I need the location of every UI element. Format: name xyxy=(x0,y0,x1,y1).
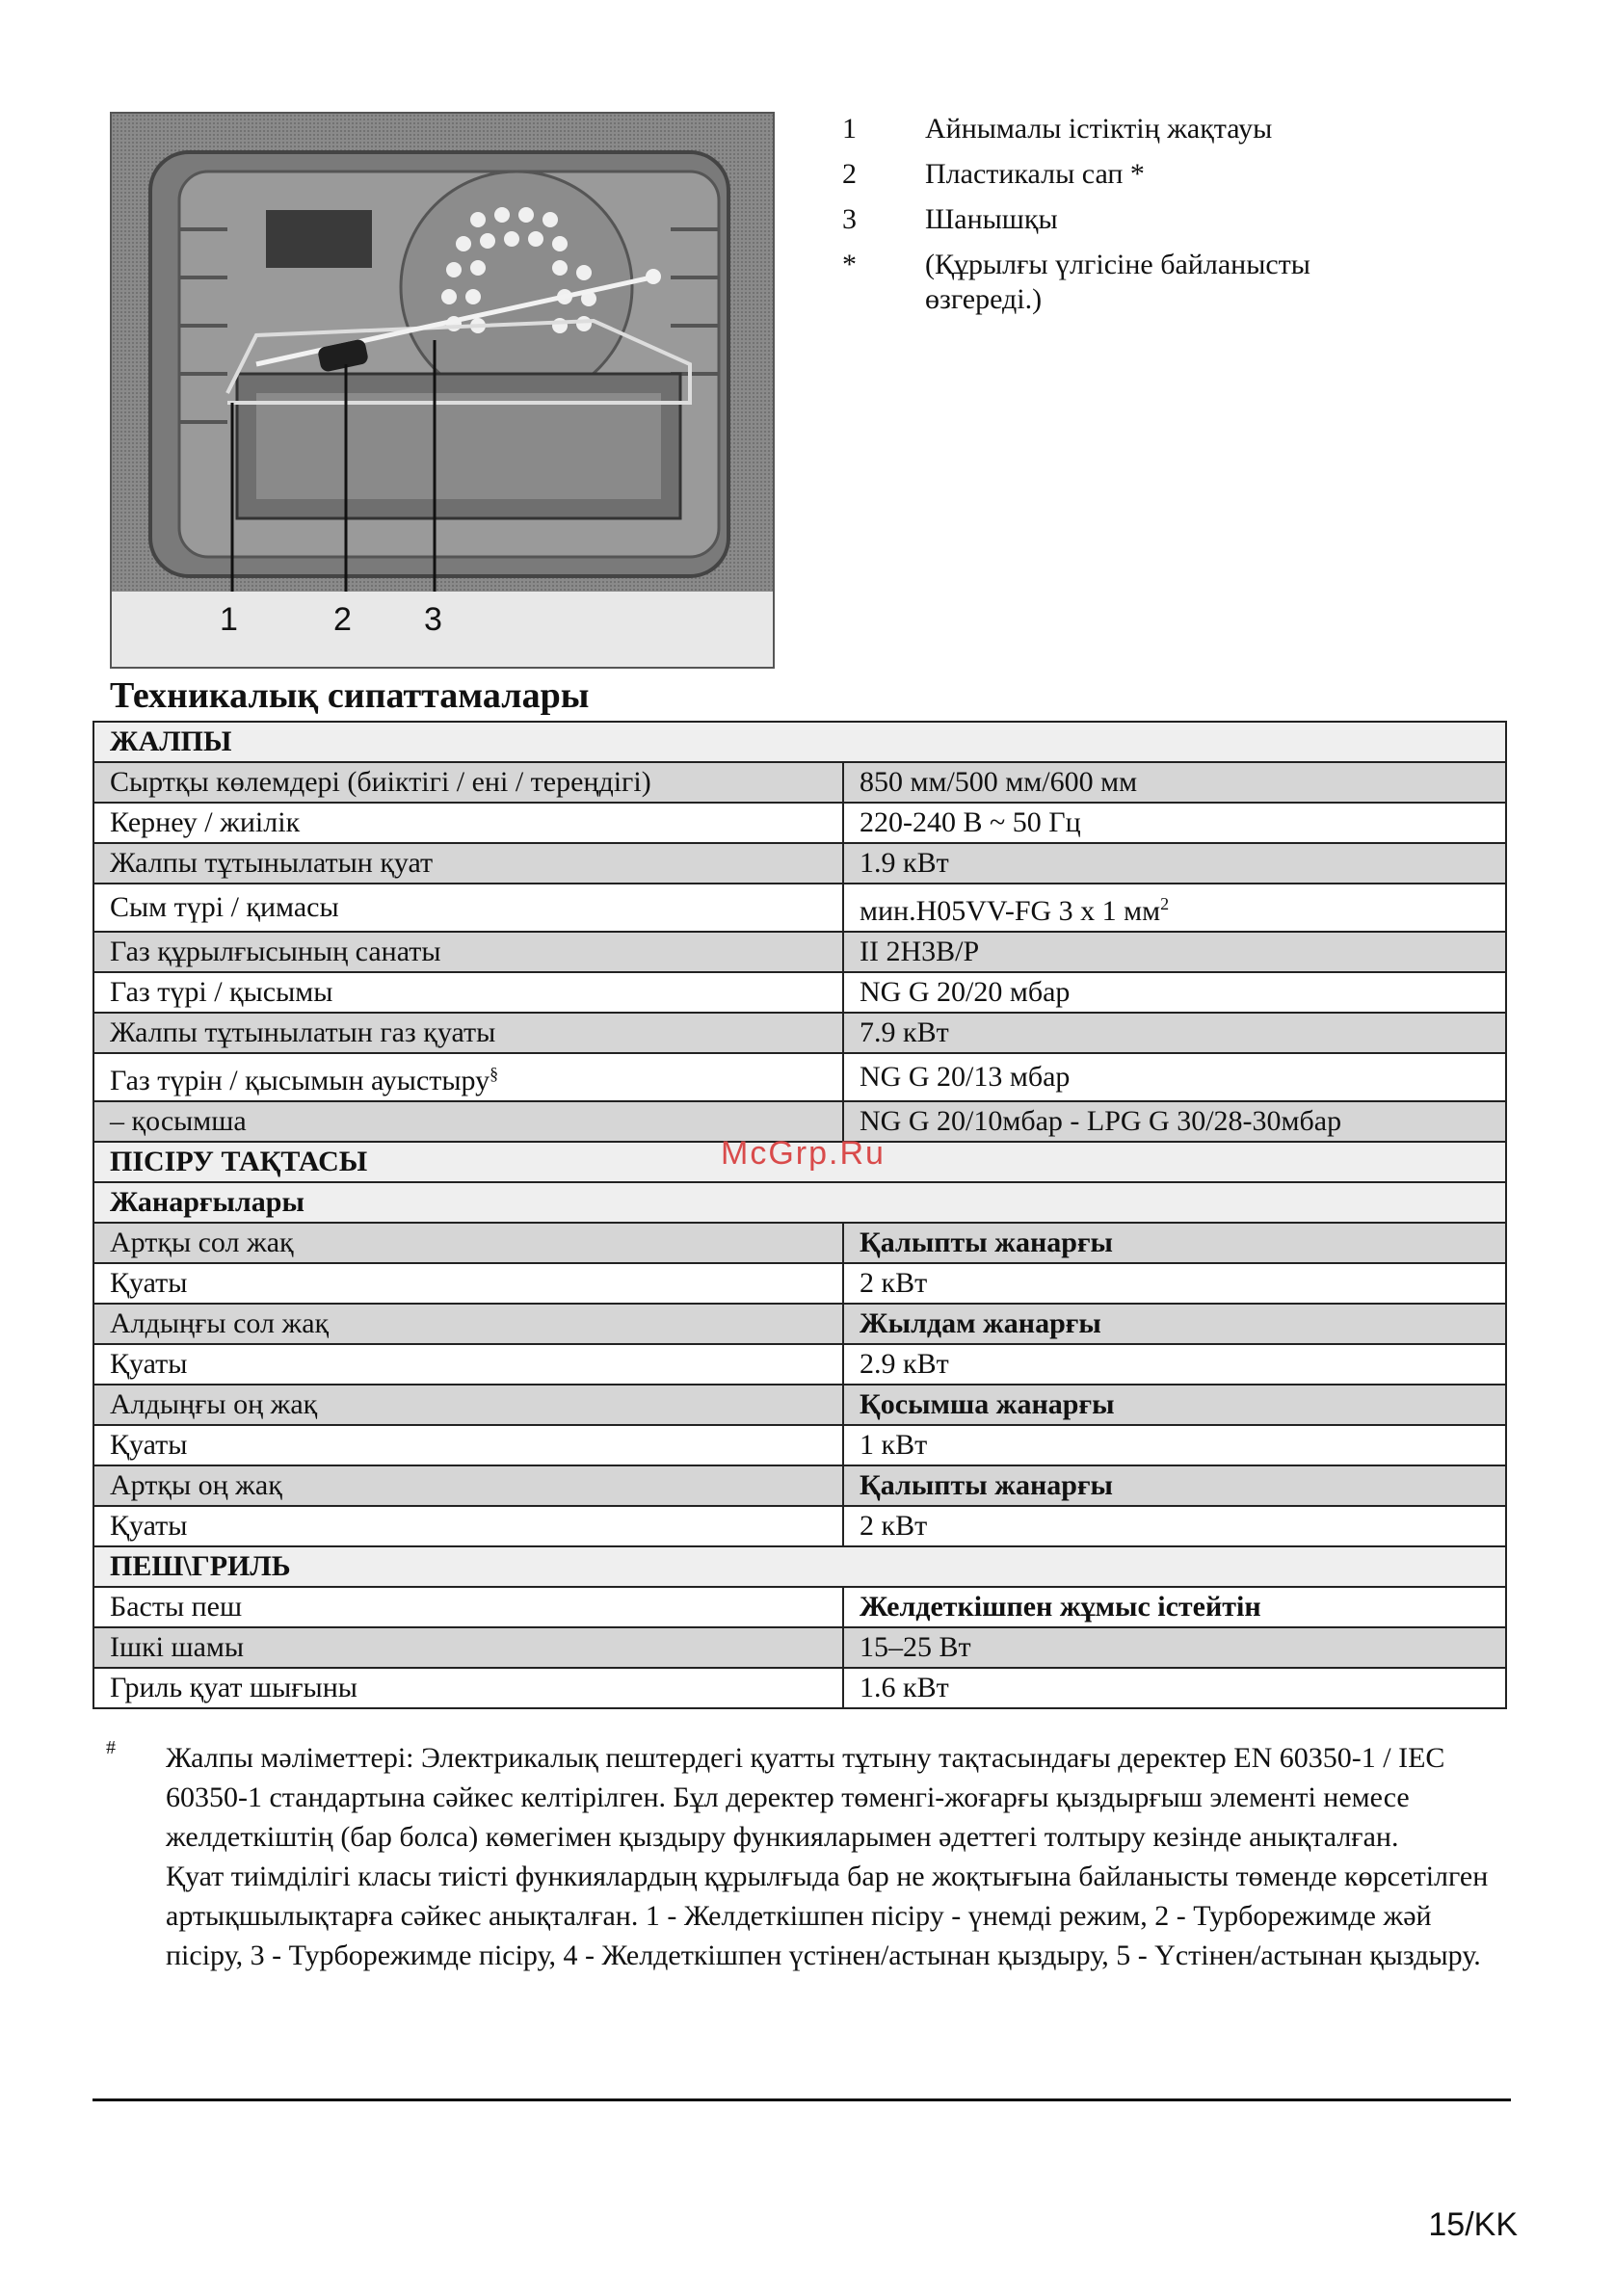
table-section-header xyxy=(93,1546,1506,1587)
section-header-hob: ПІСІРУ ТАҚТАСЫ xyxy=(93,1142,1506,1182)
legend-text: Айнымалы істіктің жақтауы xyxy=(925,113,1273,145)
row-value: 2 кВт xyxy=(843,1506,1506,1546)
row-label: Сым түрі / қимасы xyxy=(93,884,843,932)
legend-item xyxy=(842,157,1382,192)
legend-item xyxy=(842,202,1382,237)
figure-label-3: 3 xyxy=(424,601,442,638)
table-row xyxy=(93,972,1506,1013)
row-value: NG G 20/13 мбар xyxy=(843,1053,1506,1101)
row-value: 220-240 В ~ 50 Гц xyxy=(843,803,1506,843)
figure-label-2: 2 xyxy=(333,601,352,638)
row-value: 15–25 Вт xyxy=(843,1627,1506,1668)
table-row xyxy=(93,1013,1506,1053)
legend-text: (Құрылғы үлгісіне байланысты өзгереді.) xyxy=(925,249,1310,315)
footnote xyxy=(106,1737,1497,1975)
row-label xyxy=(93,1053,843,1101)
row-value: 1.9 кВт xyxy=(843,843,1506,884)
row-label: Артқы сол жақ xyxy=(93,1223,843,1263)
row-label: Сыртқы көлемдері (биіктігі / ені / тереңдігі) xyxy=(93,762,843,803)
figure-legend xyxy=(842,112,1382,328)
table-row xyxy=(93,1465,1506,1506)
table-row xyxy=(93,1223,1506,1263)
row-value xyxy=(843,884,1506,932)
table-row xyxy=(93,884,1506,932)
table-section-header xyxy=(93,722,1506,762)
row-value: 1 кВт xyxy=(843,1425,1506,1465)
footnote-paragraph-2: Қуат тиімділігі класы тиісті функиялардың құрылғыда бар не жоқтығына байланысты төменде көрсетілген артықшылықтарға сәйкес анықталған. 1 - Желдеткішпен пісіру - үнемді режим, 2 - Турборежимде жәй пісіру, 3 - Турборежимде пісіру, 4 - Желдеткішпен үстінен/астынан қыздыру, 5 - Үстінен/астынан қыздыру. xyxy=(166,1861,1489,1971)
footer-divider xyxy=(93,2098,1511,2101)
table-row xyxy=(93,762,1506,803)
oven-figure xyxy=(110,112,775,669)
section-header-oven: ПЕШ\ГРИЛЬ xyxy=(93,1546,1506,1587)
superscript: 2 xyxy=(1160,894,1170,913)
row-value: 850 мм/500 мм/600 мм xyxy=(843,762,1506,803)
legend-key: 1 xyxy=(842,113,857,145)
legend-key: 3 xyxy=(842,203,857,235)
row-label: Газ құрылғысының санаты xyxy=(93,932,843,972)
row-label: – қосымша xyxy=(93,1101,843,1142)
row-label: Басты пеш xyxy=(93,1587,843,1627)
legend-key: * xyxy=(842,249,857,280)
row-label: Кернеу / жиілік xyxy=(93,803,843,843)
row-label: Газ түрі / қысымы xyxy=(93,972,843,1013)
legend-text: Шанышқы xyxy=(925,203,1058,235)
row-label: Алдыңғы сол жақ xyxy=(93,1304,843,1344)
legend-key: 2 xyxy=(842,158,857,190)
row-value: NG G 20/20 мбар xyxy=(843,972,1506,1013)
table-row xyxy=(93,803,1506,843)
figure-label-1: 1 xyxy=(220,601,238,638)
row-value: Қалыпты жанарғы xyxy=(843,1465,1506,1506)
table-row xyxy=(93,1304,1506,1344)
legend-item xyxy=(842,248,1382,317)
row-value: Жылдам жанарғы xyxy=(843,1304,1506,1344)
section-header-general: ЖАЛПЫ xyxy=(93,722,1506,762)
superscript: § xyxy=(489,1064,499,1083)
table-row xyxy=(93,1506,1506,1546)
table-row xyxy=(93,1425,1506,1465)
row-value: Қалыпты жанарғы xyxy=(843,1223,1506,1263)
table-row xyxy=(93,1344,1506,1385)
table-row xyxy=(93,1668,1506,1708)
section-title: Техникалық сипаттамалары xyxy=(110,675,590,716)
footnote-mark: # xyxy=(106,1737,116,1758)
row-value: 7.9 кВт xyxy=(843,1013,1506,1053)
table-row xyxy=(93,1263,1506,1304)
row-value: 1.6 кВт xyxy=(843,1668,1506,1708)
row-label: Ішкі шамы xyxy=(93,1627,843,1668)
table-row xyxy=(93,1385,1506,1425)
table-row xyxy=(93,1587,1506,1627)
legend-text: Пластикалы сап * xyxy=(925,158,1145,190)
legend-item xyxy=(842,112,1382,146)
row-value: II 2H3B/P xyxy=(843,932,1506,972)
gas-conversion-label: Газ түрін / қысымын ауыстыру xyxy=(110,1065,490,1096)
oven-interior-illustration xyxy=(112,114,773,592)
page-number: 15/KK xyxy=(1428,2206,1518,2243)
table-section-header xyxy=(93,1182,1506,1223)
row-label: Артқы оң жақ xyxy=(93,1465,843,1506)
row-label: Қуаты xyxy=(93,1506,843,1546)
row-label: Алдыңғы оң жақ xyxy=(93,1385,843,1425)
row-label: Қуаты xyxy=(93,1425,843,1465)
table-row xyxy=(93,1053,1506,1101)
section-header-burners: Жанарғылары xyxy=(93,1182,1506,1223)
watermark: McGrp.Ru xyxy=(721,1135,886,1172)
cable-value: мин.H05VV-FG 3 x 1 мм xyxy=(860,895,1161,927)
row-label: Қуаты xyxy=(93,1263,843,1304)
row-label: Жалпы тұтынылатын қуат xyxy=(93,843,843,884)
row-value: 2.9 кВт xyxy=(843,1344,1506,1385)
table-row xyxy=(93,843,1506,884)
table-row xyxy=(93,1627,1506,1668)
row-label: Жалпы тұтынылатын газ қуаты xyxy=(93,1013,843,1053)
footnote-paragraph-1: Жалпы мәліметтері: Электрикалық пештердегі қуатты тұтыну тақтасындағы деректер EN 60350-1 / IEC 60350-1 стандартына сәйкес келтірілген. Бұл деректер төменгі-жоғарғы қыздырғыш элементі немесе желдеткіштің (бар болса) көмегімен қыздыру функияларымен әдеттегі толтыру кезінде анықталған. xyxy=(166,1742,1445,1853)
row-label: Қуаты xyxy=(93,1344,843,1385)
table-row xyxy=(93,932,1506,972)
row-value: Қосымша жанарғы xyxy=(843,1385,1506,1425)
row-label: Гриль қуат шығыны xyxy=(93,1668,843,1708)
row-value: 2 кВт xyxy=(843,1263,1506,1304)
row-value: Желдеткішпен жұмыс істейтін xyxy=(843,1587,1506,1627)
spec-table xyxy=(93,721,1507,1709)
row-value: NG G 20/10мбар - LPG G 30/28-30мбар xyxy=(843,1101,1506,1142)
